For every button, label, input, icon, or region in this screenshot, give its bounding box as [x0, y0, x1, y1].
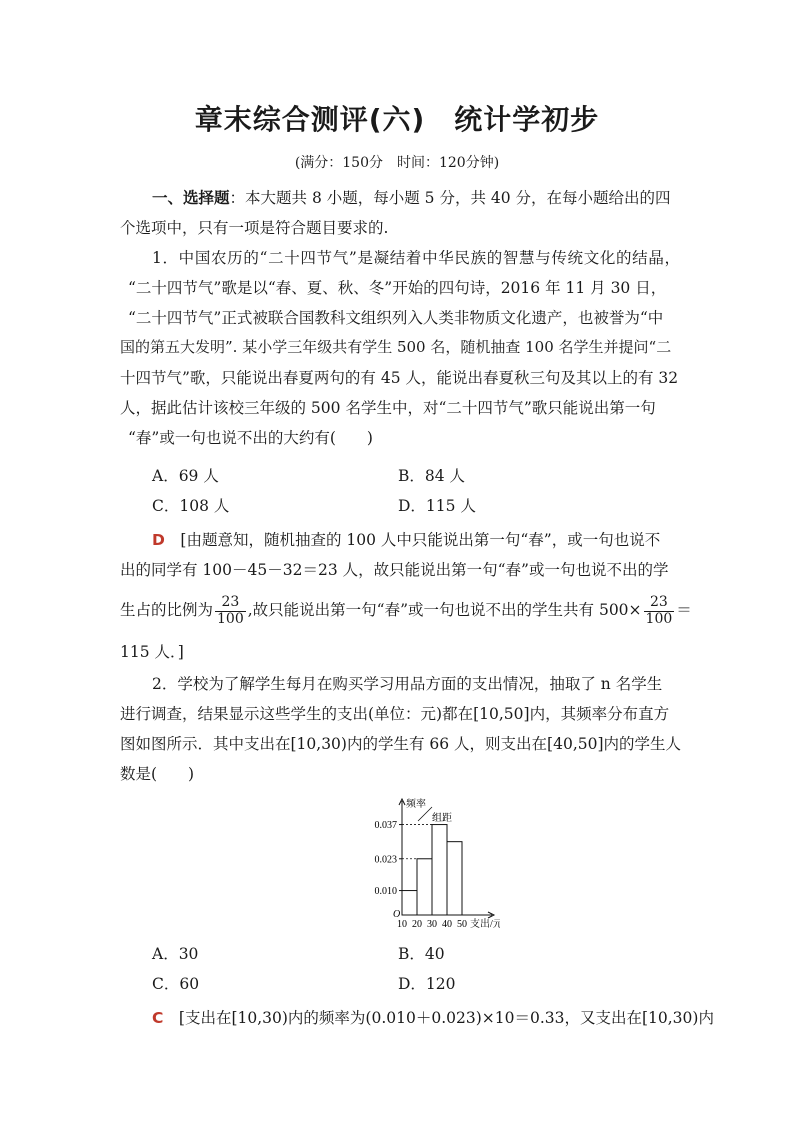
q1-option-d: D．115 人 — [398, 497, 476, 515]
q1-option-a: A．69 人 — [152, 467, 219, 485]
section-intro-line-2: 个选项中，只有一项是符合题目要求的. — [120, 219, 389, 237]
histogram-svg — [360, 795, 500, 945]
fraction-23-100-second — [644, 595, 675, 627]
q1-solution-text-3a: 生占的比例为 — [120, 601, 214, 619]
q1-option-b: B．84 人 — [398, 467, 466, 485]
x-tick-label: 40 — [442, 919, 452, 930]
x-tick-label: 10 — [397, 919, 407, 930]
section-label: 一、选择题 — [152, 189, 230, 207]
fraction-denominator: 100 — [217, 610, 244, 627]
x-tick-label: 30 — [427, 919, 437, 930]
histogram-bar — [402, 891, 417, 915]
x-axis-label: 支出/元 — [470, 919, 500, 930]
q1-line-2: “二十四节气”歌是以“春、夏、秋、冬”开始的四句诗，2016 年 11 月 30 日， — [128, 279, 667, 297]
section-text-1: ：本大题共 8 小题，每小题 5 分，共 40 分，在每小题给出的四 — [229, 189, 671, 207]
q1-line-3: “二十四节气”正式被联合国教科文组织列入人类非物质文化遗产，也被誉为“中 — [128, 309, 664, 327]
y-tick-label: 0.023 — [374, 854, 397, 866]
fraction-numerator: 23 — [215, 595, 246, 611]
q1-line-5: 十四节气”歌，只能说出春夏两句的有 45 人，能说出春夏秋三句及其以上的有 32 — [120, 369, 679, 387]
page-subtitle: (满分：150分 时间：120分钟) — [294, 155, 500, 171]
origin-label: O — [393, 909, 401, 920]
q2-option-c: C．60 — [152, 975, 200, 993]
q1-solution-text-3c: ＝ — [676, 601, 692, 619]
q2-line-2: 进行调查，结果显示这些学生的支出(单位：元)都在[10,50]内，其频率分布直方 — [120, 705, 670, 723]
fraction-23-100 — [215, 595, 246, 627]
section-intro-line-1 — [152, 186, 680, 208]
q2-answer: C — [152, 1009, 164, 1027]
histogram-bar — [417, 859, 432, 915]
q1-line-4: 国的第五大发明”. 某小学三年级共有学生 500 名，随机抽查 100 名学生并提问“二 — [120, 338, 672, 356]
y-tick-label: 0.037 — [374, 820, 397, 832]
y-axis-label-bottom: 组距 — [432, 813, 452, 824]
q2-solution-line-1 — [152, 1006, 714, 1028]
q1-solution-line-1 — [152, 528, 680, 550]
q2-solution-text-1: [支出在[10,30)内的频率为(0.010＋0.023)×10＝0.33，又支出在[10,30)内 — [178, 1009, 714, 1027]
histogram-bar — [432, 825, 447, 915]
q1-solution-line-4: 115 人．] — [120, 643, 184, 661]
histogram-bar — [447, 842, 462, 915]
q1-option-c: C．108 人 — [152, 497, 230, 515]
q1-solution-line-3 — [120, 588, 692, 632]
q1-line-7: “春”或一句也说不出的大约有( ) — [128, 429, 373, 447]
q1-solution-text-1: [由题意知，随机抽查的 100 人中只能说出第一句“春”，或一句也说不 — [180, 531, 661, 549]
q2-line-4: 数是( ) — [120, 765, 195, 783]
q1-line-6: 人，据此估计该校三年级的 500 名学生中，对“二十四节气”歌只能说出第一句 — [120, 399, 656, 417]
y-tick-label: 0.010 — [374, 886, 397, 898]
q1-solution-text-3b: ,故只能说出第一句“春”或一句也说不出的学生共有 500× — [247, 601, 642, 619]
q2-option-a: A．30 — [152, 945, 199, 963]
q1-line-1: 1．中国农历的“二十四节气”是凝结着中华民族的智慧与传统文化的结晶， — [152, 249, 680, 267]
y-axis-label-top: 频率 — [406, 799, 426, 810]
x-tick-label: 20 — [412, 919, 422, 930]
q1-answer: D — [152, 531, 165, 549]
page-title: 章末综合测评(六) 统计学初步 — [194, 103, 600, 136]
fraction-numerator: 23 — [644, 595, 675, 611]
frequency-histogram — [360, 795, 500, 949]
x-tick-label: 50 — [457, 919, 467, 930]
fraction-denominator: 100 — [645, 610, 673, 627]
q1-solution-line-2: 出的同学有 100－45－32＝23 人，故只能说出第一句“春”或一句也说不出的学 — [120, 561, 669, 579]
q2-option-d: D．120 — [398, 975, 456, 993]
q2-option-b: B．40 — [398, 945, 445, 963]
q2-line-1: 2．学校为了解学生每月在购买学习用品方面的支出情况，抽取了 n 名学生 — [152, 675, 663, 693]
q2-line-3: 图如图所示．其中支出在[10,30)内的学生有 66 人，则支出在[40,50]内的学生人 — [120, 735, 682, 753]
